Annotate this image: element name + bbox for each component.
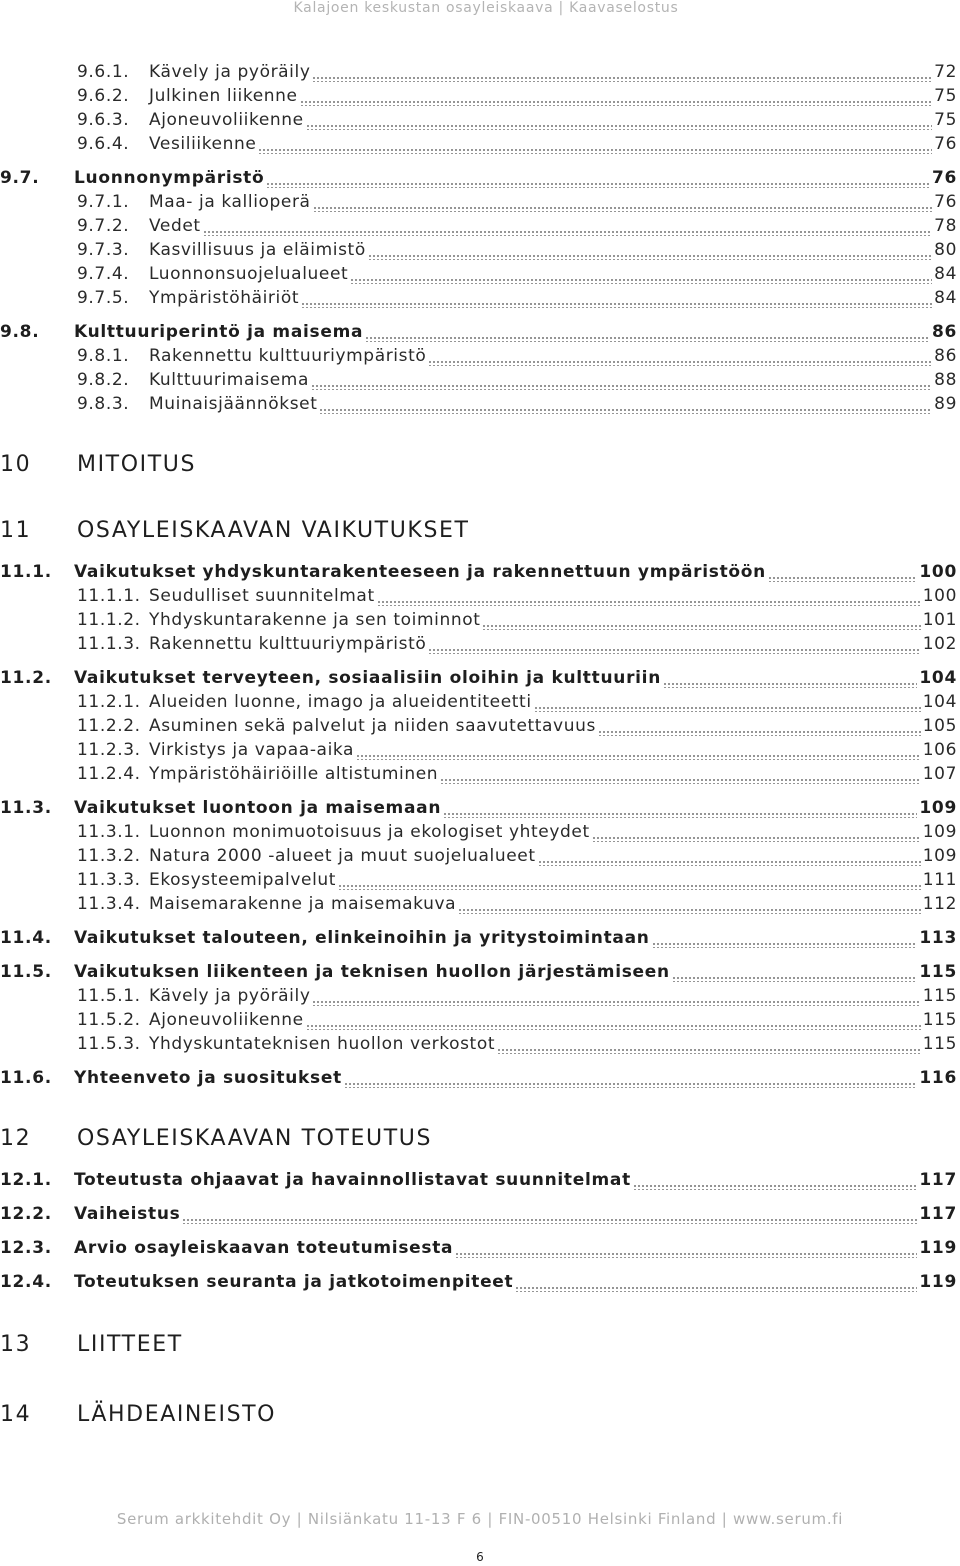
entry-page-number: 101	[922, 610, 957, 630]
entry-page-number: 106	[922, 740, 957, 760]
entry-page-number: 76	[931, 168, 957, 188]
entry-number: 11.4.	[0, 928, 52, 948]
entry-page-number: 105	[922, 716, 957, 736]
entry-title: Vaikutukset yhdyskuntarakenteeseen ja rakennettuun ympäristöön	[74, 562, 766, 582]
dot-leader	[258, 148, 932, 154]
toc-subsection-entry[interactable]	[77, 1008, 957, 1032]
toc-section-entry[interactable]	[0, 1168, 957, 1192]
entry-number: 11.2.4.	[77, 764, 141, 784]
entry-title: Vaiheistus	[74, 1204, 181, 1224]
entry-page-number: 72	[934, 62, 957, 82]
chapter-title: LÄHDEAINEISTO	[77, 1402, 277, 1427]
toc-subsection-entry[interactable]	[77, 286, 957, 310]
chapter-title: OSAYLEISKAAVAN VAIKUTUKSET	[77, 518, 470, 543]
entry-page-number: 102	[922, 634, 957, 654]
toc-subsection-entry[interactable]	[77, 1032, 957, 1056]
toc-chapter-heading	[0, 1124, 432, 1154]
entry-title: Kasvillisuus ja eläimistö	[149, 240, 366, 260]
toc-chapter-heading	[0, 516, 470, 546]
entry-number: 11.2.	[0, 668, 52, 688]
toc-section-entry[interactable]	[0, 1066, 957, 1090]
entry-page-number: 84	[934, 288, 957, 308]
entry-page-number: 100	[922, 586, 957, 606]
entry-title: Kulttuurimaisema	[149, 370, 309, 390]
entry-page-number: 100	[919, 562, 957, 582]
entry-number: 11.3.	[0, 798, 52, 818]
toc-section-entry[interactable]	[0, 796, 957, 820]
toc-subsection-entry[interactable]	[77, 608, 957, 632]
dot-leader	[768, 576, 917, 582]
toc-section-entry[interactable]	[0, 320, 957, 344]
entry-title: Toteutuksen seuranta ja jatkotoimenpiteet	[74, 1272, 514, 1292]
entry-number: 11.5.3.	[77, 1034, 141, 1054]
entry-page-number: 104	[919, 668, 957, 688]
toc-subsection-entry[interactable]	[77, 584, 957, 608]
entry-number: 9.7.3.	[77, 240, 130, 260]
entry-page-number: 78	[934, 216, 957, 236]
entry-page-number: 107	[922, 764, 957, 784]
entry-number: 11.1.	[0, 562, 52, 582]
entry-page-number: 84	[934, 264, 957, 284]
dot-leader	[598, 730, 921, 736]
entry-number: 9.7.5.	[77, 288, 130, 308]
entry-title: Kävely ja pyöräily	[149, 62, 311, 82]
dot-leader	[538, 860, 921, 866]
dot-leader	[338, 884, 921, 890]
entry-number: 9.6.1.	[77, 62, 130, 82]
entry-title: Rakennettu kulttuuriympäristö	[149, 346, 427, 366]
document-header: Kalajoen keskustan osayleiskaava | Kaavaselostus	[293, 0, 679, 16]
entry-title: Vedet	[149, 216, 201, 236]
entry-number: 9.6.2.	[77, 86, 130, 106]
dot-leader	[368, 254, 932, 260]
toc-subsection-entry[interactable]	[77, 344, 957, 368]
dot-leader	[350, 278, 932, 284]
toc-subsection-entry[interactable]	[77, 132, 957, 156]
dot-leader	[534, 706, 921, 712]
entry-page-number: 116	[919, 1068, 957, 1088]
dot-leader	[633, 1184, 918, 1190]
entry-page-number: 109	[922, 822, 957, 842]
dot-leader	[652, 942, 918, 948]
entry-number: 9.6.4.	[77, 134, 130, 154]
dot-leader	[313, 206, 933, 212]
entry-number: 11.5.2.	[77, 1010, 141, 1030]
entry-title: Ekosysteemipalvelut	[149, 870, 337, 890]
entry-title: Maisemarakenne ja maisemakuva	[149, 894, 457, 914]
dot-leader	[319, 408, 932, 414]
dot-leader	[306, 124, 932, 130]
entry-page-number: 75	[934, 86, 957, 106]
toc-chapter-heading	[0, 450, 196, 480]
toc-subsection-entry[interactable]	[77, 868, 957, 892]
entry-title: Virkistys ja vapaa-aika	[149, 740, 355, 760]
entry-number: 9.6.3.	[77, 110, 130, 130]
entry-title: Vaikutukset talouteen, elinkeinoihin ja yritystoimintaan	[74, 928, 650, 948]
chapter-title: LIITTEET	[77, 1332, 183, 1357]
entry-number: 9.7.1.	[77, 192, 130, 212]
entry-number: 9.8.3.	[77, 394, 130, 414]
toc-subsection-entry[interactable]	[77, 238, 957, 262]
chapter-number: 13	[0, 1332, 32, 1357]
entry-title: Kävely ja pyöräily	[149, 986, 311, 1006]
toc-subsection-entry[interactable]	[77, 368, 957, 392]
toc-subsection-entry[interactable]	[77, 738, 957, 762]
entry-page-number: 104	[922, 692, 957, 712]
entry-number: 11.2.1.	[77, 692, 141, 712]
dot-leader	[663, 682, 917, 688]
entry-title: Toteutusta ohjaavat ja havainnollistavat suunnitelmat	[74, 1170, 631, 1190]
entry-number: 12.2.	[0, 1204, 52, 1224]
chapter-title: OSAYLEISKAAVAN TOTEUTUS	[77, 1126, 433, 1151]
entry-page-number: 112	[922, 894, 957, 914]
entry-title: Ajoneuvoliikenne	[149, 110, 304, 130]
entry-number: 11.3.4.	[77, 894, 141, 914]
dot-leader	[356, 754, 921, 760]
toc-subsection-entry[interactable]	[77, 844, 957, 868]
dot-leader	[312, 1000, 920, 1006]
toc-subsection-entry[interactable]	[77, 60, 957, 84]
entry-title: Seudulliset suunnitelmat	[149, 586, 375, 606]
entry-page-number: 76	[934, 134, 957, 154]
dot-leader	[203, 230, 932, 236]
entry-number: 9.8.2.	[77, 370, 130, 390]
dot-leader	[301, 302, 932, 308]
entry-title: Ympäristöhäiriöille altistuminen	[149, 764, 439, 784]
dot-leader	[300, 100, 933, 106]
dot-leader	[266, 182, 930, 188]
entry-number: 11.3.1.	[77, 822, 141, 842]
entry-number: 9.8.	[0, 322, 40, 342]
toc-subsection-entry[interactable]	[77, 108, 957, 132]
dot-leader	[428, 360, 932, 366]
document-footer: Serum arkkitehdit Oy | Nilsiänkatu 11-13 F 6 | FIN-00510 Helsinki Finland | www.serum.fi	[116, 1510, 844, 1528]
entry-title: Yhdyskuntateknisen huollon verkostot	[149, 1034, 496, 1054]
dot-leader	[428, 648, 920, 654]
entry-number: 11.2.3.	[77, 740, 141, 760]
entry-page-number: 86	[934, 346, 957, 366]
entry-title: Yhdyskuntarakenne ja sen toiminnot	[149, 610, 481, 630]
entry-title: Luonnonympäristö	[74, 168, 265, 188]
dot-leader	[455, 1252, 917, 1258]
toc-subsection-entry[interactable]	[77, 762, 957, 786]
entry-page-number: 111	[922, 870, 957, 890]
entry-number: 11.5.	[0, 962, 52, 982]
entry-number: 11.5.1.	[77, 986, 141, 1006]
entry-page-number: 89	[934, 394, 957, 414]
entry-title: Asuminen sekä palvelut ja niiden saavutettavuus	[149, 716, 596, 736]
entry-page-number: 119	[919, 1272, 957, 1292]
entry-title: Arvio osayleiskaavan toteutumisesta	[74, 1238, 454, 1258]
entry-title: Alueiden luonne, imago ja alueidentiteetti	[149, 692, 532, 712]
toc-subsection-entry[interactable]	[77, 892, 957, 916]
dot-leader	[515, 1286, 917, 1292]
entry-number: 12.3.	[0, 1238, 52, 1258]
entry-page-number: 76	[934, 192, 957, 212]
dot-leader	[377, 600, 921, 606]
toc-subsection-entry[interactable]	[77, 690, 957, 714]
entry-title: Maa- ja kallioperä	[149, 192, 311, 212]
entry-title: Luonnon monimuotoisuus ja ekologiset yhteydet	[149, 822, 590, 842]
dot-leader	[365, 336, 930, 342]
entry-title: Yhteenveto ja suositukset	[74, 1068, 342, 1088]
toc-subsection-entry[interactable]	[77, 84, 957, 108]
entry-number: 11.1.2.	[77, 610, 141, 630]
entry-number: 11.3.3.	[77, 870, 141, 890]
toc-subsection-entry[interactable]	[77, 214, 957, 238]
entry-page-number: 109	[919, 798, 957, 818]
entry-number: 9.8.1.	[77, 346, 130, 366]
entry-title: Natura 2000 -alueet ja muut suojelualueet	[149, 846, 536, 866]
entry-title: Kulttuuriperintö ja maisema	[74, 322, 364, 342]
entry-title: Ympäristöhäiriöt	[149, 288, 300, 308]
entry-page-number: 119	[919, 1238, 957, 1258]
toc-subsection-entry[interactable]	[77, 714, 957, 738]
entry-page-number: 88	[934, 370, 957, 390]
chapter-number: 11	[0, 518, 32, 543]
entry-title: Luonnonsuojelualueet	[149, 264, 349, 284]
toc-chapter-heading	[0, 1400, 276, 1430]
toc-section-entry[interactable]	[0, 926, 957, 950]
entry-page-number: 117	[919, 1204, 957, 1224]
toc-section-entry[interactable]	[0, 560, 957, 584]
entry-page-number: 117	[919, 1170, 957, 1190]
chapter-number: 14	[0, 1402, 32, 1427]
entry-title: Muinaisjäännökset	[149, 394, 318, 414]
dot-leader	[592, 836, 921, 842]
entry-title: Rakennettu kulttuuriympäristö	[149, 634, 427, 654]
entry-number: 9.7.2.	[77, 216, 130, 236]
toc-section-entry[interactable]	[0, 666, 957, 690]
dot-leader	[182, 1218, 917, 1224]
entry-title: Ajoneuvoliikenne	[149, 1010, 304, 1030]
dot-leader	[497, 1048, 921, 1054]
entry-page-number: 115	[922, 1034, 957, 1054]
toc-section-entry[interactable]	[0, 1270, 957, 1294]
entry-number: 11.1.3.	[77, 634, 141, 654]
entry-number: 11.3.2.	[77, 846, 141, 866]
toc-section-entry[interactable]	[0, 166, 957, 190]
dot-leader	[482, 624, 920, 630]
toc-subsection-entry[interactable]	[77, 820, 957, 844]
chapter-number: 12	[0, 1126, 32, 1151]
toc-subsection-entry[interactable]	[77, 392, 957, 416]
toc-section-entry[interactable]	[0, 1236, 957, 1260]
entry-number: 12.4.	[0, 1272, 52, 1292]
dot-leader	[312, 76, 932, 82]
dot-leader	[458, 908, 921, 914]
entry-page-number: 109	[922, 846, 957, 866]
entry-page-number: 115	[919, 962, 957, 982]
toc-chapter-heading	[0, 1330, 183, 1360]
entry-title: Vaikutuksen liikenteen ja teknisen huollon järjestämiseen	[74, 962, 670, 982]
entry-page-number: 80	[934, 240, 957, 260]
entry-title: Vaikutukset luontoon ja maisemaan	[74, 798, 442, 818]
toc-section-entry[interactable]	[0, 960, 957, 984]
toc-subsection-entry[interactable]	[77, 632, 957, 656]
entry-number: 12.1.	[0, 1170, 52, 1190]
toc-subsection-entry[interactable]	[77, 190, 957, 214]
chapter-number: 10	[0, 452, 32, 477]
entry-page-number: 115	[922, 986, 957, 1006]
page-number: 6	[476, 1550, 484, 1564]
toc-subsection-entry[interactable]	[77, 262, 957, 286]
entry-page-number: 75	[934, 110, 957, 130]
entry-page-number: 86	[931, 322, 957, 342]
entry-title: Vaikutukset terveyteen, sosiaalisiin oloihin ja kulttuuriin	[74, 668, 662, 688]
toc-subsection-entry[interactable]	[77, 984, 957, 1008]
dot-leader	[306, 1024, 921, 1030]
entry-number: 11.2.2.	[77, 716, 141, 736]
dot-leader	[344, 1082, 917, 1088]
entry-number: 11.1.1.	[77, 586, 141, 606]
entry-number: 9.7.4.	[77, 264, 130, 284]
entry-page-number: 115	[922, 1010, 957, 1030]
dot-leader	[440, 778, 921, 784]
entry-page-number: 113	[919, 928, 957, 948]
dot-leader	[672, 976, 918, 982]
dot-leader	[443, 812, 917, 818]
entry-title: Julkinen liikenne	[149, 86, 298, 106]
dot-leader	[311, 384, 932, 390]
entry-title: Vesiliikenne	[149, 134, 257, 154]
entry-number: 11.6.	[0, 1068, 52, 1088]
toc-section-entry[interactable]	[0, 1202, 957, 1226]
entry-number: 9.7.	[0, 168, 40, 188]
chapter-title: MITOITUS	[77, 452, 197, 477]
